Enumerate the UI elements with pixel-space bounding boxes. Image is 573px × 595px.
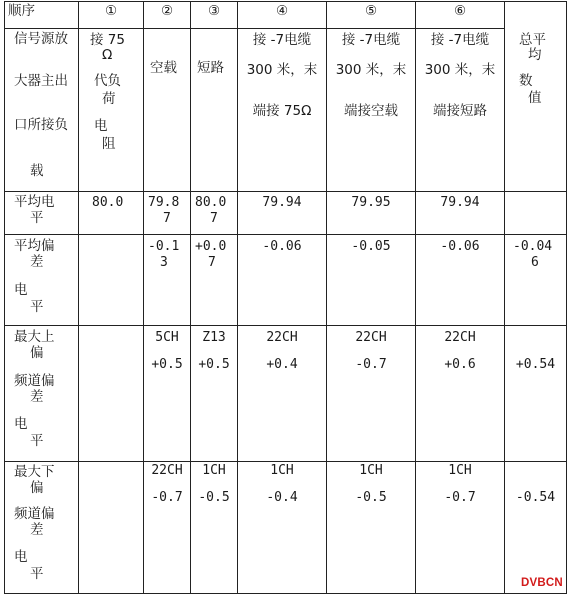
- row-dev-c3-2: 7: [208, 255, 216, 270]
- row-load-c4-2: 300 米，末: [246, 62, 318, 78]
- row-load-c4-3: 端接 75Ω: [252, 103, 312, 119]
- row-down-c6-2: -0.7: [444, 490, 476, 505]
- row-down-label-3: 频道偏: [14, 506, 55, 522]
- row-up-label-4: 差: [30, 389, 44, 405]
- row-dev-label-3: 电: [14, 282, 28, 298]
- row-load-c7-2: 均: [528, 47, 542, 63]
- row-load-label-3: 口所接负: [14, 117, 68, 133]
- header-col-4: ④: [275, 3, 289, 19]
- row-dev-c7-2: 6: [531, 255, 539, 270]
- row-up-c2-1: 5CH: [155, 330, 179, 345]
- row-load-label-4: 载: [30, 163, 44, 179]
- row-up-label-5: 电: [14, 416, 28, 432]
- row-down-label-6: 平: [30, 566, 44, 582]
- row-dev-c7-1: -0.04: [513, 239, 553, 254]
- row-avg-c2-2: 7: [163, 211, 171, 226]
- row-up-c6-2: +0.6: [444, 357, 476, 372]
- header-col-2: ②: [160, 3, 174, 19]
- row-load-c1-1: 接 75: [90, 32, 125, 48]
- row-down-label-2: 偏: [30, 480, 44, 496]
- row-load-c5-1: 接 -7电缆: [341, 32, 401, 48]
- row-load-c1-2: Ω: [102, 47, 113, 63]
- header-col-3: ③: [207, 3, 221, 19]
- row-load-c1-5: 电: [94, 118, 108, 134]
- row-dev-c2-2: 3: [160, 255, 168, 270]
- row-down-c4-1: 1CH: [270, 463, 294, 478]
- watermark-logo: DVBCN: [521, 577, 563, 589]
- row-up-c6-1: 22CH: [444, 330, 476, 345]
- header-col-1: ①: [104, 3, 118, 19]
- row-down-label-1: 最大下: [14, 464, 55, 480]
- row-avg-c6: 79.94: [440, 195, 480, 210]
- row-avg-c5: 79.95: [351, 195, 391, 210]
- row-load-label-1: 信号源放: [14, 31, 68, 47]
- row-up-label-6: 平: [30, 433, 44, 449]
- row-down-c2-1: 22CH: [151, 463, 183, 478]
- row-load-c5-3: 端接空载: [344, 103, 398, 119]
- row-avg-c3-1: 80.0: [195, 195, 227, 210]
- row-load-c1-4: 荷: [102, 91, 116, 107]
- row-up-c2-2: +0.5: [151, 357, 183, 372]
- row-load-c5-2: 300 米，末: [335, 62, 407, 78]
- header-col-5: ⑤: [364, 3, 378, 19]
- row-avg-label-1: 平均电: [14, 194, 55, 210]
- row-down-c5-1: 1CH: [359, 463, 383, 478]
- row-up-c3-1: Z13: [202, 330, 226, 345]
- row-dev-label-1: 平均偏: [14, 238, 55, 254]
- row-load-c1-6: 阻: [102, 136, 116, 152]
- row-avg-c4: 79.94: [262, 195, 302, 210]
- row-up-c7: +0.54: [515, 357, 556, 372]
- row-down-label-4: 差: [30, 522, 44, 538]
- row-load-c1-3: 代负: [94, 73, 121, 89]
- row-up-c4-2: +0.4: [266, 357, 298, 372]
- row-up-c5-1: 22CH: [355, 330, 387, 345]
- row-avg-c2-1: 79.8: [148, 195, 180, 210]
- row-load-c6-2: 300 米，末: [424, 62, 496, 78]
- row-dev-label-4: 平: [30, 299, 44, 315]
- row-load-c6-1: 接 -7电缆: [430, 32, 490, 48]
- row-down-label-5: 电: [14, 549, 28, 565]
- row-up-c3-2: +0.5: [198, 357, 230, 372]
- row-load-c7-1: 总平: [519, 32, 546, 48]
- row-dev-c3-1: +0.0: [195, 239, 227, 254]
- row-down-c2-2: -0.7: [151, 490, 183, 505]
- row-load-label-2: 大器主出: [14, 73, 68, 89]
- row-up-c5-2: -0.7: [355, 357, 387, 372]
- row-dev-c4: -0.06: [262, 239, 302, 254]
- row-down-c5-2: -0.5: [355, 490, 387, 505]
- row-up-label-1: 最大上: [14, 329, 55, 345]
- row-load-c2: 空载: [150, 60, 177, 76]
- row-load-c3: 短路: [197, 60, 224, 76]
- row-down-c4-2: -0.4: [266, 490, 298, 505]
- row-up-c4-1: 22CH: [266, 330, 298, 345]
- row-load-c7-4: 值: [528, 90, 542, 106]
- row-down-c3-1: 1CH: [202, 463, 226, 478]
- row-dev-c2-1: -0.1: [148, 239, 180, 254]
- row-dev-c5: -0.05: [351, 239, 391, 254]
- row-down-c3-2: -0.5: [198, 490, 230, 505]
- row-up-label-2: 偏: [30, 345, 44, 361]
- row-up-label-3: 频道偏: [14, 373, 55, 389]
- header-col-6: ⑥: [453, 3, 467, 19]
- header-order: 顺序: [8, 3, 35, 19]
- row-avg-c1: 80.0: [92, 195, 124, 210]
- row-down-c6-1: 1CH: [448, 463, 472, 478]
- row-avg-label-2: 平: [30, 210, 44, 226]
- row-load-c6-3: 端接短路: [433, 103, 487, 119]
- row-load-c4-1: 接 -7电缆: [252, 32, 312, 48]
- row-dev-c6: -0.06: [440, 239, 480, 254]
- row-avg-c3-2: 7: [210, 211, 218, 226]
- row-load-c7-3: 数: [519, 73, 533, 89]
- row-down-c7: -0.54: [515, 490, 556, 505]
- row-dev-label-2: 差: [30, 254, 44, 270]
